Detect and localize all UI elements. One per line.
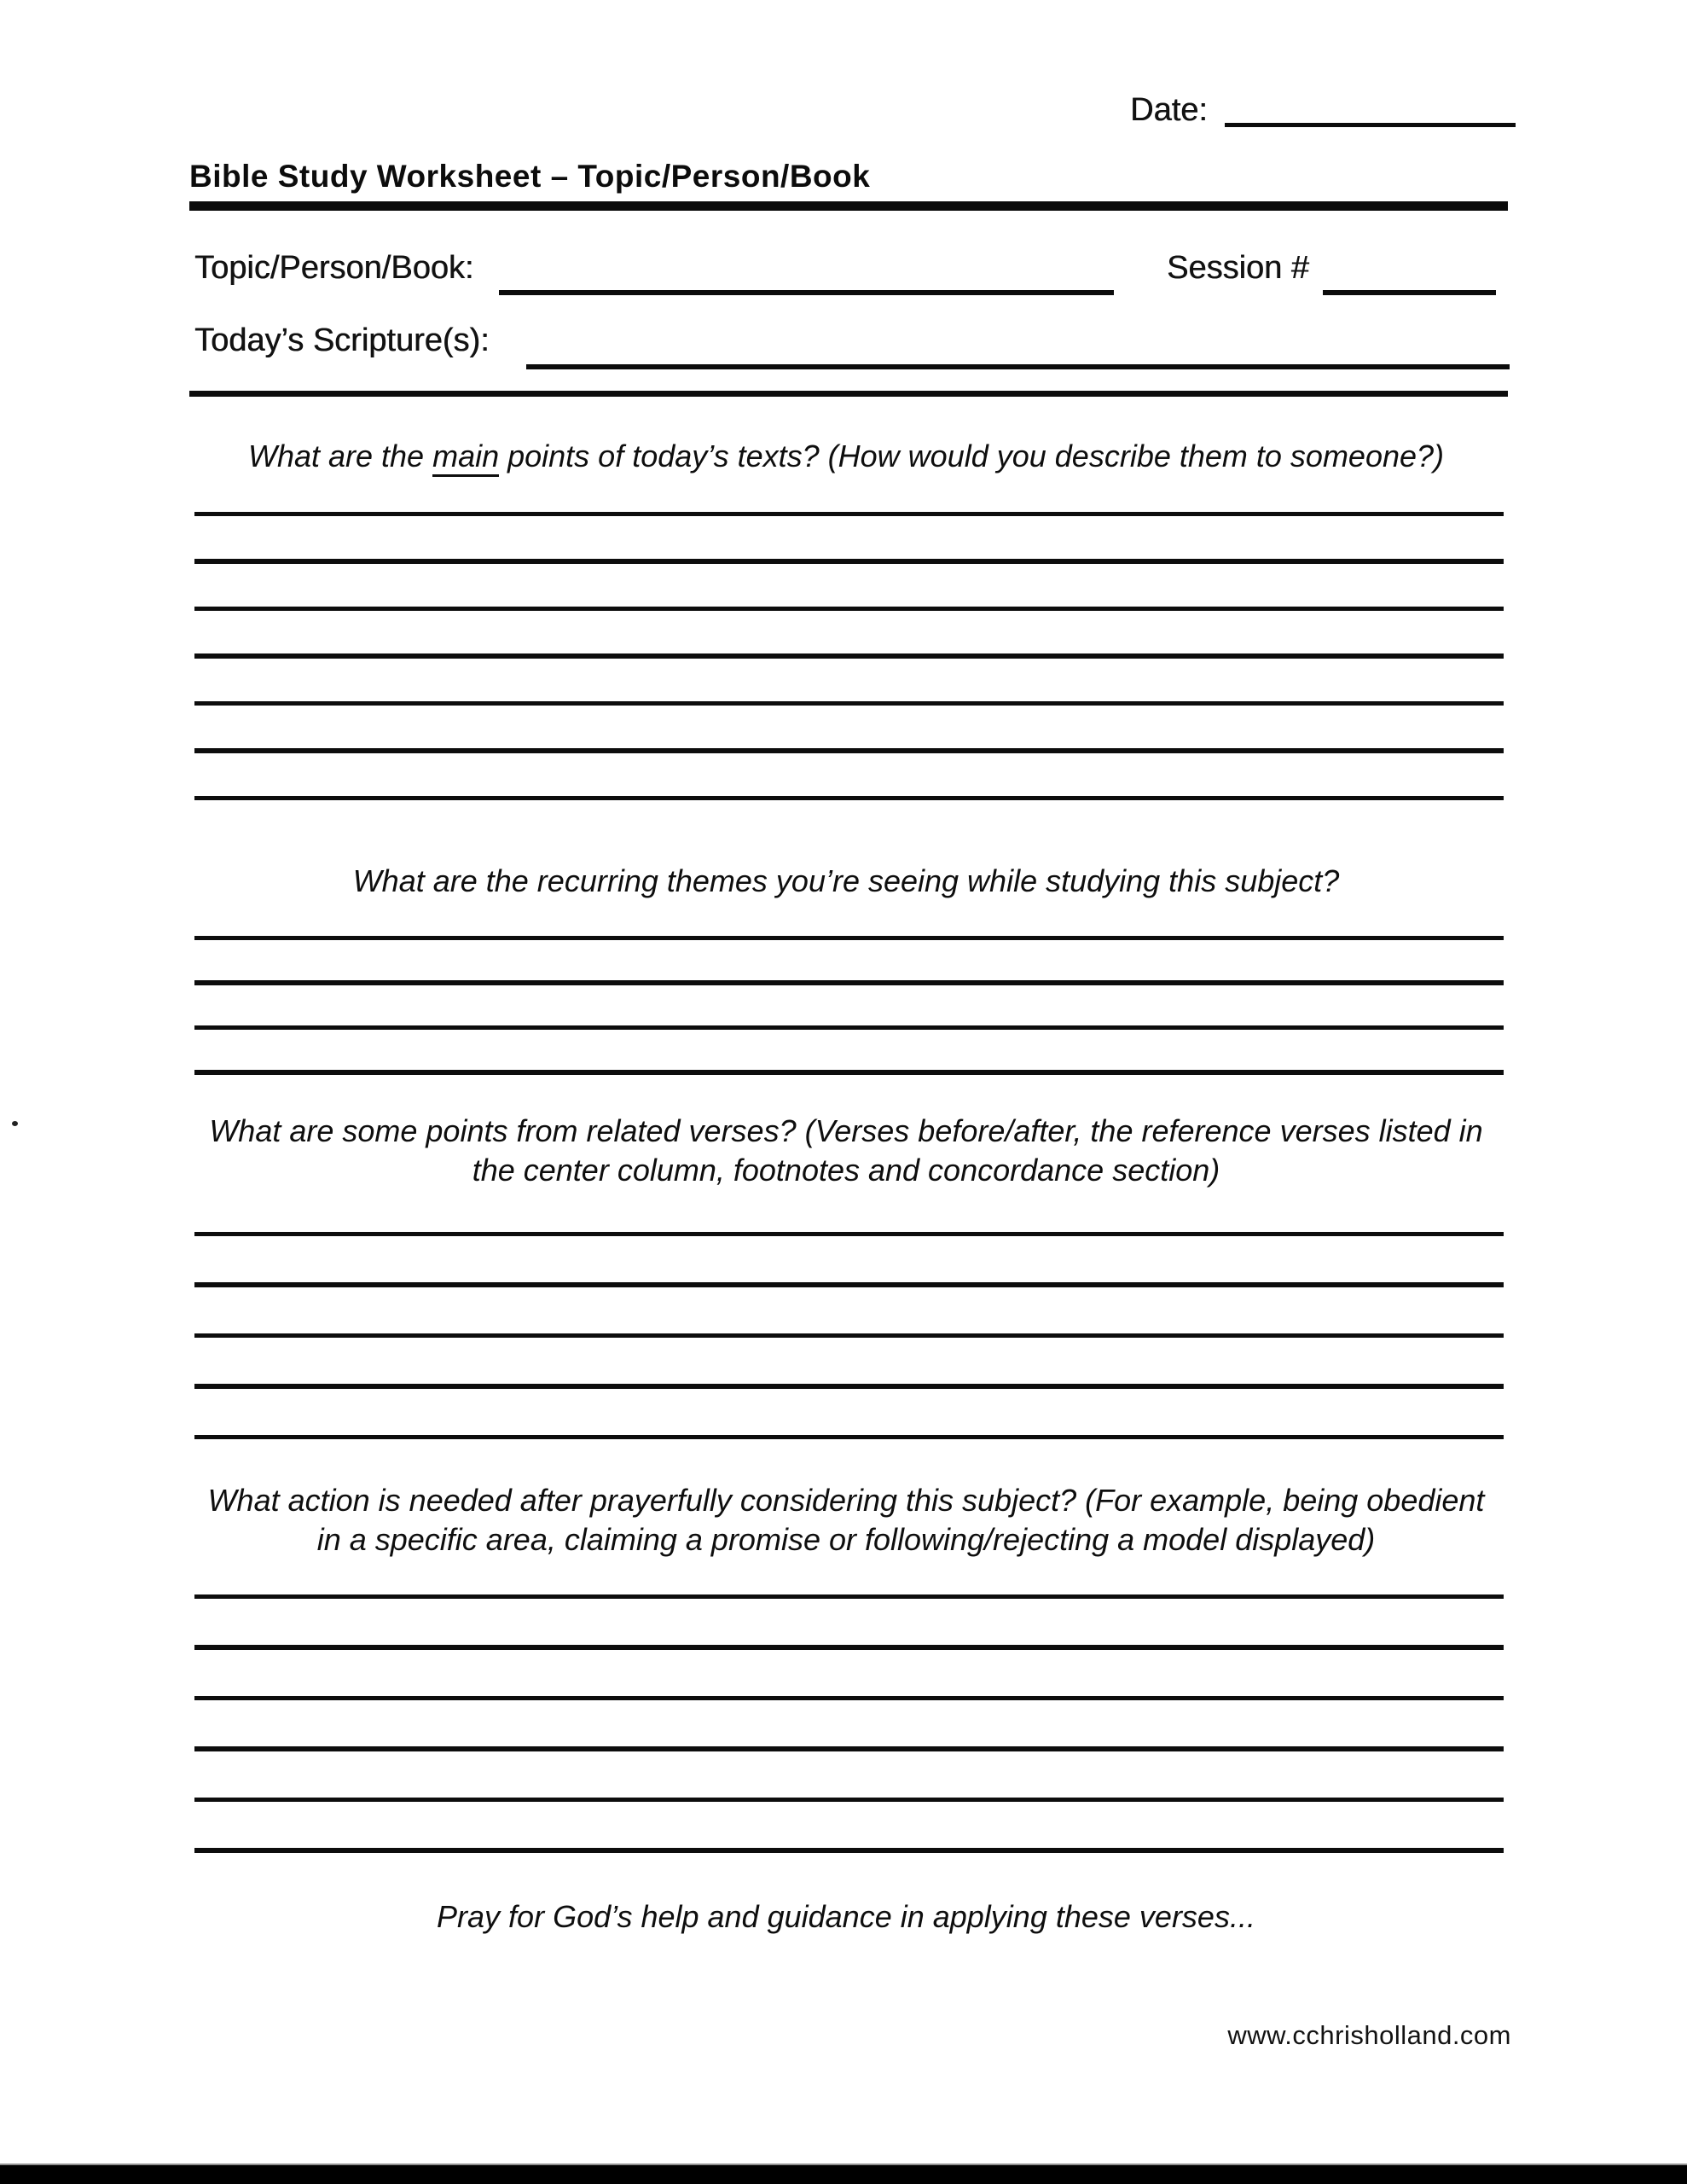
session-blank-line [1323,290,1496,295]
worksheet-title: Bible Study Worksheet – Topic/Person/Book [189,159,871,194]
write-line [194,512,1504,516]
topic-person-book-label: Topic/Person/Book: [194,250,474,286]
write-line [194,701,1504,706]
write-line [194,796,1504,800]
question-1-post: points of today’s texts? (How would you describe them to someone?) [499,439,1445,473]
question-1-emphasis: main [432,439,499,477]
question-4-text: What action is needed after prayerfully considering this subject? (For example, being obedient in a specific area, claiming a promise or following/rejecting a model displayed) [207,1483,1485,1558]
question-2-heading [187,862,1505,901]
write-line [194,1594,1504,1599]
answer-lines-question-3 [194,1232,1504,1485]
question-4-heading [187,1481,1505,1560]
write-line [194,1070,1504,1075]
write-line [194,653,1504,659]
write-line [194,1746,1504,1751]
topic-blank-line [499,290,1114,295]
footer-url: www.cchrisholland.com [1227,2020,1511,2050]
write-line [194,1282,1504,1287]
bottom-scan-bar [0,2164,1687,2184]
question-1-heading [187,437,1505,476]
date-label: Date: [1130,92,1208,128]
write-line [194,1798,1504,1802]
write-line [194,1848,1504,1853]
section-divider-rule [189,391,1508,397]
todays-scripture-label: Today’s Scripture(s): [194,322,490,358]
write-line [194,1645,1504,1650]
write-line [194,936,1504,940]
write-line [194,1232,1504,1236]
write-line [194,1384,1504,1389]
question-1-pre: What are the [247,439,433,473]
write-line [194,748,1504,753]
answer-lines-question-2 [194,936,1504,1115]
write-line [194,1025,1504,1030]
scan-artifact-dot [12,1121,18,1126]
write-line [194,1696,1504,1700]
answer-lines-question-4 [194,1594,1504,1899]
write-line [194,1333,1504,1338]
write-line [194,559,1504,564]
question-3-heading [187,1112,1505,1190]
question-2-text: What are the recurring themes you’re seeing while studying this subject? [352,863,1340,898]
date-blank-line [1225,123,1516,127]
write-line [194,980,1504,985]
title-underline-rule [189,201,1508,211]
scripture-blank-line [526,364,1510,369]
question-3-text: What are some points from related verses? (Verses before/after, the reference verses listed in the center column, footnotes and concordance section) [209,1113,1483,1188]
write-line [194,1435,1504,1439]
write-line [194,607,1504,611]
answer-lines-question-1 [194,512,1504,843]
session-number-label: Session # [1167,250,1309,286]
prayer-note: Pray for God’s help and guidance in applying these verses... [437,1899,1255,1934]
